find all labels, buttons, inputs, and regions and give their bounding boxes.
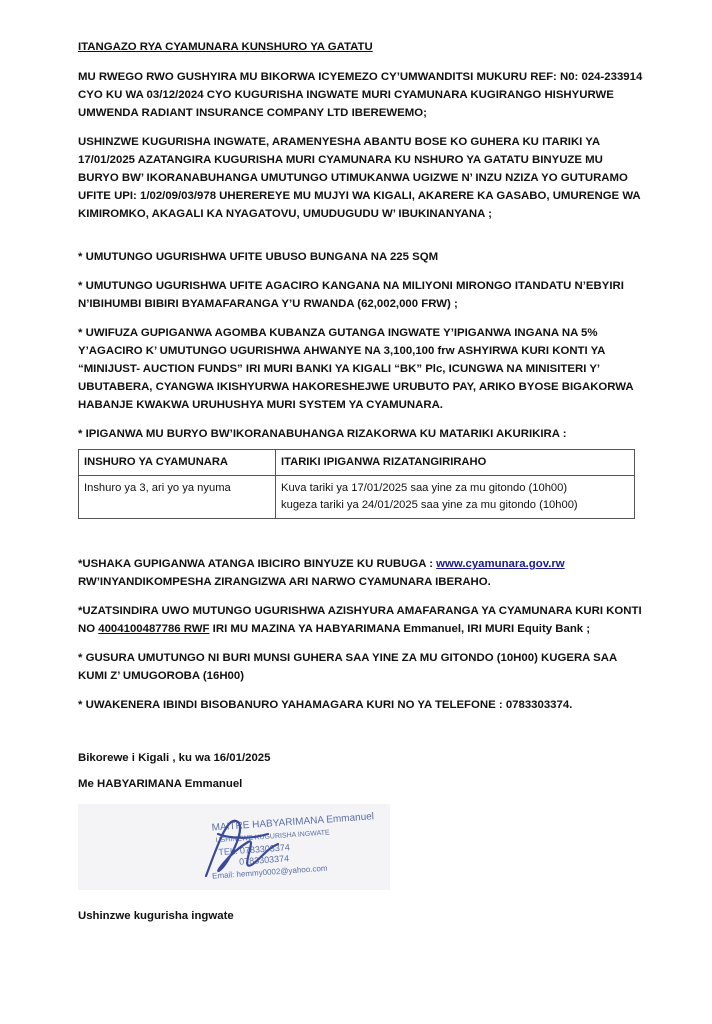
table-cell-dates [276,476,635,519]
table-header-row [79,450,635,476]
stamp-line-1: MAITRE HABYARIMANA Emmanuel [211,811,375,834]
footer-role: Ushinzwe kugurisha ingwate [78,910,234,922]
table-cell-round: Inshuro ya 3, ari yo ya nyuma [79,476,276,519]
signatory-name: Me HABYARIMANA Emmanuel [78,778,243,790]
website-link[interactable]: www.cyamunara.gov.rw [436,558,565,570]
signed-place-date: Bikorewe i Kigali , ku wa 16/01/2025 [78,752,271,764]
auction-schedule-table [78,449,635,519]
document-title: ITANGAZO RYA CYAMUNARA KUNSHURO YA GATATU [78,41,373,53]
date-end: kugeza tariki ya 24/01/2025 saa yine za mu gitondo (10h00) [281,499,578,511]
stamp-graphic [78,804,390,890]
account-number: 4004100487786 RWF [98,623,210,635]
bullet-payment-pre: *UZATSINDIRA UWO MUTUNGO UGURISHWA AZISHYURA AMAFARANGA YA CYAMUNARA KURI KONTI NO [78,605,642,635]
bullet-visit: * GUSURA UMUTUNGO NI BURI MUNSI GUHERA SAA YINE ZA MU GITONDO (10H00) KUGERA SAA KUMI Z’ UMUGOROBA (16H00) [78,652,617,682]
bullet-area: * UMUTUNGO UGURISHWA UFITE UBUSO BUNGANA NA 225 SQM [78,251,439,263]
document-page [78,38,643,933]
bullet-payment-post: IRI MU MAZINA YA HABYARIMANA Emmanuel, IRI MURI Equity Bank ; [209,623,591,635]
stamp-line-5: Email: hemmy0002@yahoo.com [211,863,328,881]
bullet-dates-intro: * IPIGANWA MU BURYO BW’IKORANABUHANGA RIZAKORWA KU MATARIKI AKURIKIRA : [78,428,567,440]
bullet-contact: * UWAKENERA IBINDI BISOBANURO YAHAMAGARA KURI NO YA TELEFONE : 0783303374. [78,699,573,711]
bullet-value: * UMUTUNGO UGURISHWA UFITE AGACIRO KANGANA NA MILIYONI MIRONGO ITANDATU N’EBYIRI N’IBIHUMBI BIBIRI BYAMAFARANGA Y’U RWANDA (62,002,000 FRW) ; [78,280,624,310]
paragraph-reference: MU RWEGO RWO GUSHYIRA MU BIKORWA ICYEMEZO CY’UMWANDITSI MUKURU REF: N0: 024-233914 CYO KU WA 03/12/2024 CYO KUGURISHA INGWATE MURI CYAMUNARA KUGIRANGO HISHYURWE UMWENDA RADIANT INSURANCE COMPANY LTD IBEREWEMO; [78,71,643,119]
bullet-website [78,555,643,591]
table-row [79,476,635,519]
date-start: Kuva tariki ya 17/01/2025 saa yine za mu gitondo (10h00) [281,482,568,494]
bullet-guarantee: * UWIFUZA GUPIGANWA AGOMBA KUBANZA GUTANGA INGWATE Y’IPIGANWA INGANA NA 5% Y’AGACIRO K’ UMUTUNGO UGURISHWA AHWANYE NA 3,100,100 frw ASHYIRWA KURI KONTI YA “MINIJUST- AUCTION FUNDS” IRI MURI BANKI YA KIGALI “BK” Plc, ICUNGWA NA MINISITERI Y’ UBUTABERA, CYANGWA IKISHYURWA HAKORESHEJWE URUBUTO PAY, ARIKO BYOSE BIGAKORWA HABANJE KWAKWA URUHUSHYA MURI SYSTEM YA CYAMUNARA. [78,327,634,411]
stamp-line-4: 0783303374 [238,853,290,867]
table-header-date: ITARIKI IPIGANWA RIZATANGIRIRAHO [276,450,635,476]
bullet-website-pre: *USHAKA GUPIGANWA ATANGA IBICIRO BINYUZE KU RUBUGA : [78,558,437,570]
bullet-payment [78,602,643,638]
bullet-website-post: RW’INYANDIKOMPESHA ZIRANGIZWA ARI NARWO CYAMUNARA IBERAHO. [78,576,491,588]
stamp-line-2: USHINZWE KUGURISHA INGWATE [215,829,330,845]
table-header-round: INSHURO YA CYAMUNARA [79,450,276,476]
stamp-line-3: TEL: 0783303374 [218,842,291,858]
stamp-signature-image [78,804,390,890]
paragraph-announcement: USHINZWE KUGURISHA INGWATE, ARAMENYESHA ABANTU BOSE KO GUHERA KU ITARIKI YA 17/01/2025 AZATANGIRA KUGURISHA MURI CYAMUNARA KU NSHURO YA GATATU BINYUZE MU BURYO BW’ IKORANABUHANGA UMUTUNGO UTIMUKANWA UGIZWE N’ INZU NZIZA YO GUTURAMO UFITE UPI: 1/02/09/03/978 UHEREREYE MU MUJYI WA KIGALI, AKARERE KA GASABO, UMURENGE WA KIMIROMKO, AKAGALI KA NYAGATOVU, UMUDUGUDU W’ IBUKINANYANA ; [78,136,641,220]
